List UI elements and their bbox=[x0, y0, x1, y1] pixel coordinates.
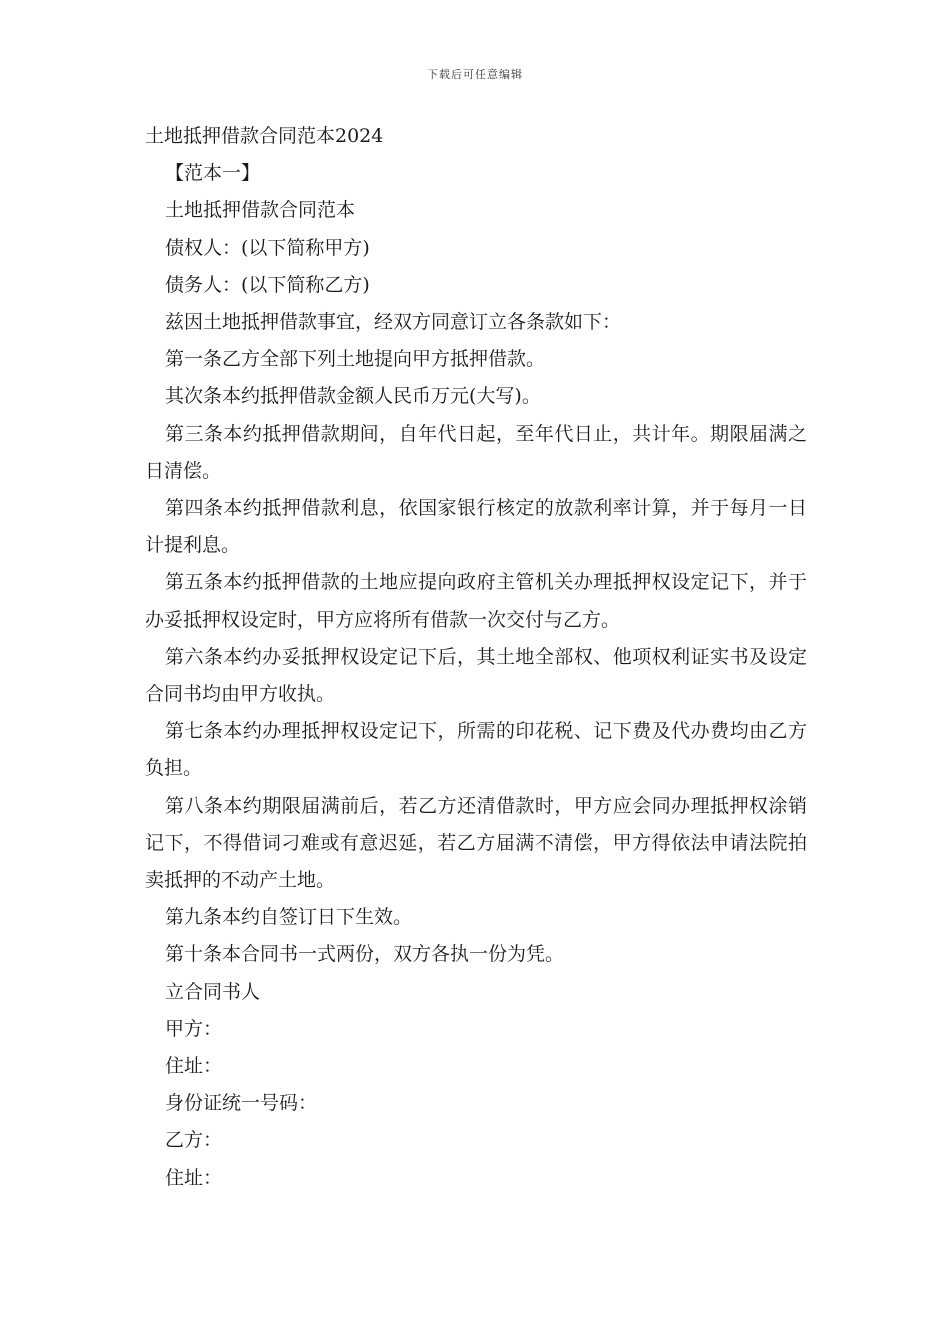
clause-1: 第一条乙方全部下列土地提向甲方抵押借款。 bbox=[165, 348, 546, 371]
creditor-line: 债权人：(以下简称甲方) bbox=[165, 236, 370, 259]
debtor-line: 债务人：(以下简称乙方) bbox=[165, 273, 370, 296]
clause-10: 第十条本合同书一式两份，双方各执一份为凭。 bbox=[165, 943, 565, 966]
clause-6: 第六条本约办妥抵押权设定记下后，其土地全部权、他项权利证实书及设定合同书均由甲方收执。 bbox=[145, 645, 807, 706]
page-header-note: 下载后可任意编辑 bbox=[427, 68, 523, 81]
party-a-address-label: 住址： bbox=[165, 1055, 223, 1078]
party-b-address-label: 住址： bbox=[165, 1166, 223, 1189]
document-title: 土地抵押借款合同范本2024 bbox=[145, 125, 384, 147]
signatory-heading: 立合同书人 bbox=[165, 980, 261, 1003]
document-body bbox=[145, 118, 807, 1197]
clause-2: 其次条本约抵押借款金额人民币万元(大写)。 bbox=[165, 385, 541, 408]
clause-7: 第七条本约办理抵押权设定记下，所需的印花税、记下费及代办费均由乙方负担。 bbox=[145, 720, 807, 780]
contract-heading: 土地抵押借款合同范本 bbox=[165, 199, 356, 222]
clause-8: 第八条本约期限届满前后，若乙方还清借款时，甲方应会同办理抵押权涂销记下，不得借词刁难或有意迟延，若乙方届满不清偿，甲方得依法申请法院拍卖抵押的不动产土地。 bbox=[145, 794, 807, 892]
section-label: 【范本一】 bbox=[165, 162, 261, 185]
party-b-label: 乙方： bbox=[165, 1129, 223, 1152]
party-a-id-label: 身份证统一号码： bbox=[165, 1092, 318, 1115]
preamble: 兹因土地抵押借款事宜，经双方同意订立各条款如下： bbox=[165, 311, 622, 334]
clause-5: 第五条本约抵押借款的土地应提向政府主管机关办理抵押权设定记下，并于办妥抵押权设定时，甲方应将所有借款一次交付与乙方。 bbox=[145, 571, 807, 631]
clause-9: 第九条本约自签订日下生效。 bbox=[165, 906, 413, 929]
party-a-label: 甲方： bbox=[165, 1017, 223, 1040]
clause-4: 第四条本约抵押借款利息，依国家银行核定的放款利率计算，并于每月一日计提利息。 bbox=[145, 497, 807, 557]
clause-3: 第三条本约抵押借款期间，自年代日起，至年代日止，共计年。期限届满之日清偿。 bbox=[145, 422, 807, 482]
